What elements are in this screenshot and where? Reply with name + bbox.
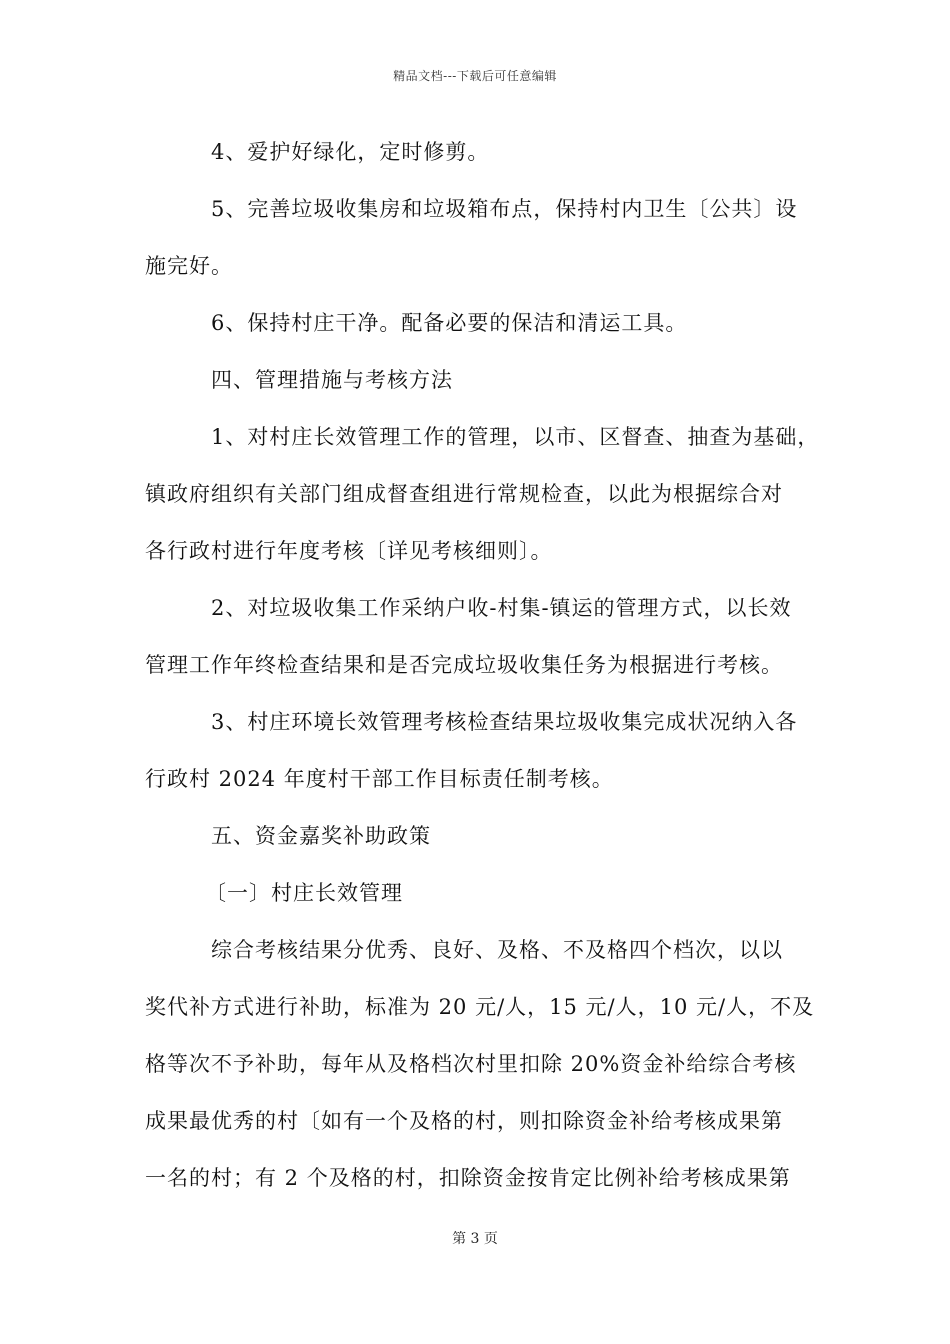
- paragraph-line: 施完好。: [145, 254, 233, 278]
- document-body: [145, 132, 825, 1215]
- paragraph-line: 6、保持村庄干净。配备必要的保洁和清运工具。: [211, 311, 688, 335]
- paragraph-line: 1、对村庄长效管理工作的管理，以市、区督查、抽查为基础，: [211, 425, 820, 449]
- subsection-heading: 〔一〕村庄长效管理: [205, 881, 403, 905]
- paragraph-line: 一名的村；有 2 个及格的村，扣除资金按肯定比例补给考核成果第: [145, 1166, 791, 1190]
- section-heading: 四、管理措施与考核方法: [211, 368, 453, 392]
- paragraph-line: 行政村 2024 年度村干部工作目标责任制考核。: [145, 767, 614, 791]
- paragraph-line: 5、完善垃圾收集房和垃圾箱布点，保持村内卫生〔公共〕设: [211, 197, 798, 221]
- paragraph-line: 2、对垃圾收集工作采纳户收-村集-镇运的管理方式，以长效: [211, 596, 792, 620]
- section-heading: 五、资金嘉奖补助政策: [211, 824, 431, 848]
- paragraph-line: 各行政村进行年度考核〔详见考核细则〕。: [145, 539, 553, 563]
- paragraph-line: 镇政府组织有关部门组成督查组进行常规检查，以此为根据综合对: [145, 482, 783, 506]
- paragraph-line: 成果最优秀的村〔如有一个及格的村，则扣除资金补给考核成果第: [145, 1109, 783, 1133]
- paragraph-line: 综合考核结果分优秀、良好、及格、不及格四个档次，以以: [211, 938, 783, 962]
- paragraph-line: 奖代补方式进行补助，标准为 20 元/人，15 元/人，10 元/人，不及: [145, 995, 815, 1019]
- paragraph-line: 管理工作年终检查结果和是否完成垃圾收集任务为根据进行考核。: [145, 653, 783, 677]
- page-number: 第 3 页: [452, 1231, 498, 1247]
- page-header: 精品文档---下载后可任意编辑: [393, 69, 557, 83]
- paragraph-line: 3、村庄环境长效管理考核检查结果垃圾收集完成状况纳入各: [211, 710, 798, 734]
- paragraph-line: 格等次不予补助，每年从及格档次村里扣除 20%资金补给综合考核: [145, 1052, 797, 1076]
- paragraph-line: 4、爱护好绿化，定时修剪。: [211, 140, 490, 164]
